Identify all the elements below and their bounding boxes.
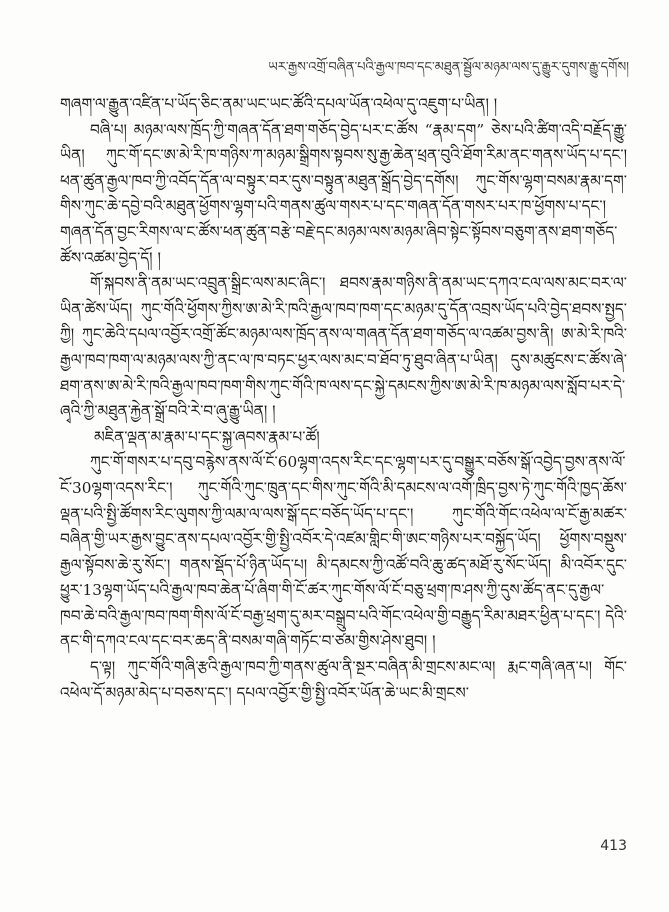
- paragraph: ཀུང་གོ་གསར་པ་དབུ་བརྙེས་ནས་ལོ་ངོ་60ལྷག་འདས་རིང་དང་ལྷག་པར་དུ་བསྒྱུར་བཅོས་སྒོ་འབྱེད་བྱས་ནས་ལོ་ངོ་30ལྷག་འདས་རིང་། ཀུང་གོའི་ཀུང་ཁྲུན་དང་གིས་ཀུང་གོའི་མི་དམངས་ལ་འགོ་ཁྲིད་བྱས་ཏེ་ཀུང་གོའི་ཁྱད་ཆོས་ལྡན་པའི་སྤྱི་ཚོགས་རིང་ལུགས་ཀྱི་ལམ་ལ་ལས་སྒོ་དང་བཅོད་ཡོད་པ་དང་། ཀུང་གོའི་གོང་འཕེལ་ལ་ངོ་རྒྱ་མཚར་བཞིན་གྱི་ཡར་རྒྱས་བྱུང་ནས་དཔལ་འབྱོར་གྱི་སྤྱི་འབོར་དེ་འཛམ་གླིང་གི་ཨང་གཉིས་པར་བསྐྱོད་ཡོད། ཕྱོགས་བསྡུས་རྒྱལ་སྟོབས་ཆེ་རུ་སོང་། གནས་སྡོད་པོ་ཉིན་ཡོད་པ། མི་དམངས་ཀྱི་འཚོ་བའི་ཆུ་ཚད་མཐོ་རུ་སོང་ཡོད། མི་འབོར་དུང་ཕྱུར་13ལྷག་ཡོད་པའི་རྒྱལ་ཁབ་ཆེན་པོ་ཞིག་གི་ངོ་ཚར་ཀུང་གོས་ལོ་ངོ་བཅུ་ཕྲག་ཁ་ཤས་ཀྱི་དུས་ཚོད་ནང་དུ་རྒྱལ་ཁབ་ཆེ་བའི་རྒྱལ་ཁབ་ཁག་གིས་ལོ་ངོ་བརྒྱ་ཕྲག་དུ་མར་བསྒྲུབ་པའི་གོང་འཕེལ་གྱི་བརྒྱུད་རིམ་མཐར་ཕྱིན་པ་དང་། དེའི་ནང་གི་དཀའ་ངལ་དང་བར་ཆད་ནི་བསམ་གཞི་གཏོང་བ་ཙམ་གྱིས་ཤེས་ཐུབ། །: [60, 453, 628, 651]
- paragraph: ད་ལྟ། ཀུང་གོའི་གཞི་རྩའི་རྒྱལ་ཁབ་ཀྱི་གནས་ཚུལ་ནི་སྔར་བཞིན་མི་གྲངས་མང་ལ། རྨང་གཞི་ཞན་པ། གོང་འཕེལ་དོ་མཉམ་མེད་པ་བཅས་དང་། དཔལ་འབྱོར་གྱི་སྤྱི་འབོར་ཡོན་ཆེ་ཡང་མི་གྲངས་: [60, 658, 627, 702]
- paragraph: བཞི་པ། མཉམ་ལས་ཁྲོད་ཀྱི་གཞན་དོན་ཐག་གཅོད་བྱེད་པར་ང་ཚོས “རྣམ་དག” ཅེས་པའི་ཚིག་འདི་བརྗོད་རྒྱུ་ཡིན། ཀུང་གོ་དང་ཨ་མེ་རི་ཁ་གཉིས་ཀ་མཉམ་སྒྲིགས་སྟབས་སུ་རྒྱ་ཆེན་ཕྲན་བུའི་ཐོག་རིམ་ནང་གནས་ཡོད་པ་དང་། ཕན་ཚུན་རྒྱལ་ཁབ་ཀྱི་འབོད་དོན་ལ་བསྟུར་བར་དུས་བསྟུན་མཐུན་སྒྲོད་བྱེད་དགོས། ཀུང་གོས་ལྷག་བསམ་རྣམ་དག་གིས་ཀུང་ཆེ་དབྱེ་བའི་མཐུན་ཕྱོགས་ལྷག་པའི་གནས་ཚུལ་གསར་པ་དང་གཞན་དོན་གསར་པར་ཁ་ཕྱོགས་པ་དང་། གཞན་དོན་བྱང་རིགས་ལ་ང་ཚོས་ཕན་ཚུན་བརྩེ་བརྗེ་དང་མཉམ་ལས་མཉམ་ཞིབ་སྟེང་སྟོབས་བཅུག་ནས་ཐག་གཅོད་ཚོས་འཚམ་བྱེད་དོ། །: [60, 120, 627, 267]
- paragraph: གོ་སྐབས་ནི་ནམ་ཡང་འབྲུན་སྒྲིང་ལས་མང་ཞིང་། ཐབས་རྣམ་གཉིས་ནི་ནམ་ཡང་དཀའ་ངལ་ལས་མང་བར་ལ་ཡིན་ཚེས་ཡོད། ཀུང་གོའི་ཕྱོགས་ཀྱིས་ཨ་མེ་རི་ཁའི་རྒྱལ་ཁབ་ཁག་དང་མཉམ་དུ་དོན་འབྲས་ཡོད་པའི་བྱེད་ཐབས་སྤྱད་ཀྱི། ཀུང་ཆེའི་དཔལ་འབྱོར་འགྲོ་ཚོང་མཉམ་ལས་ཁྲོད་ནས་ལ་གཞན་དོན་ཐག་གཅོད་ལ་འཚམ་བྱས་ནི། ཨ་མེ་རི་ཁའི་རྒྱལ་ཁབ་ཁག་ལ་མཉམ་ལས་ཀྱི་ནང་ལ་ཁ་བཏང་ཕྱར་ལས་མང་བ་ཐོབ་ཏུ་ཐུབ་ཞིན་པ་ཡིན། དུས་མཚུངས་ང་ཚོས་ཞེ་ཐག་ནས་ཨ་མེ་རི་ཁའི་རྒྱལ་ཁབ་ཁག་གིས་ཀུང་གོའི་ཁ་ལས་དང་སྐྱེ་དམངས་ཀྱིས་ཨ་མེ་རི་ཁ་མཉམ་ལས་སློབ་པར་དེ་ཞྭའི་ཀྱི་མཐུན་རྐྱེན་སྒྲོ་བའི་རེ་བ་ཞུ་རྒྱུ་ཡིན། །: [60, 274, 627, 421]
- page-number: 413: [600, 838, 627, 854]
- paragraph: གཞག་ལ་རྒྱུན་འཛིན་པ་ཡོད་ཅིང་ནམ་ཡང་ཡང་ཚོའི་དཔལ་ཡོན་འཕེལ་དུ་འཇུག་པ་ཡིན། །: [60, 95, 498, 113]
- page-body: [60, 92, 627, 706]
- section-heading: མཇིན་ལྡན་མ་རྣམ་པ་དང་སྐྱ་ཞབས་རྣམ་པ་ཚོ།: [94, 427, 320, 446]
- running-header: ཡར་རྒྱས་འགྲོ་བཞིན་པའི་རྒྱལ་ཁབ་དང་མཐུན་སྦྱོལ་མཉམ་ལས་དུ་རྒྱུར་དུགས་རྒྱུ་དགོས།: [268, 60, 629, 75]
